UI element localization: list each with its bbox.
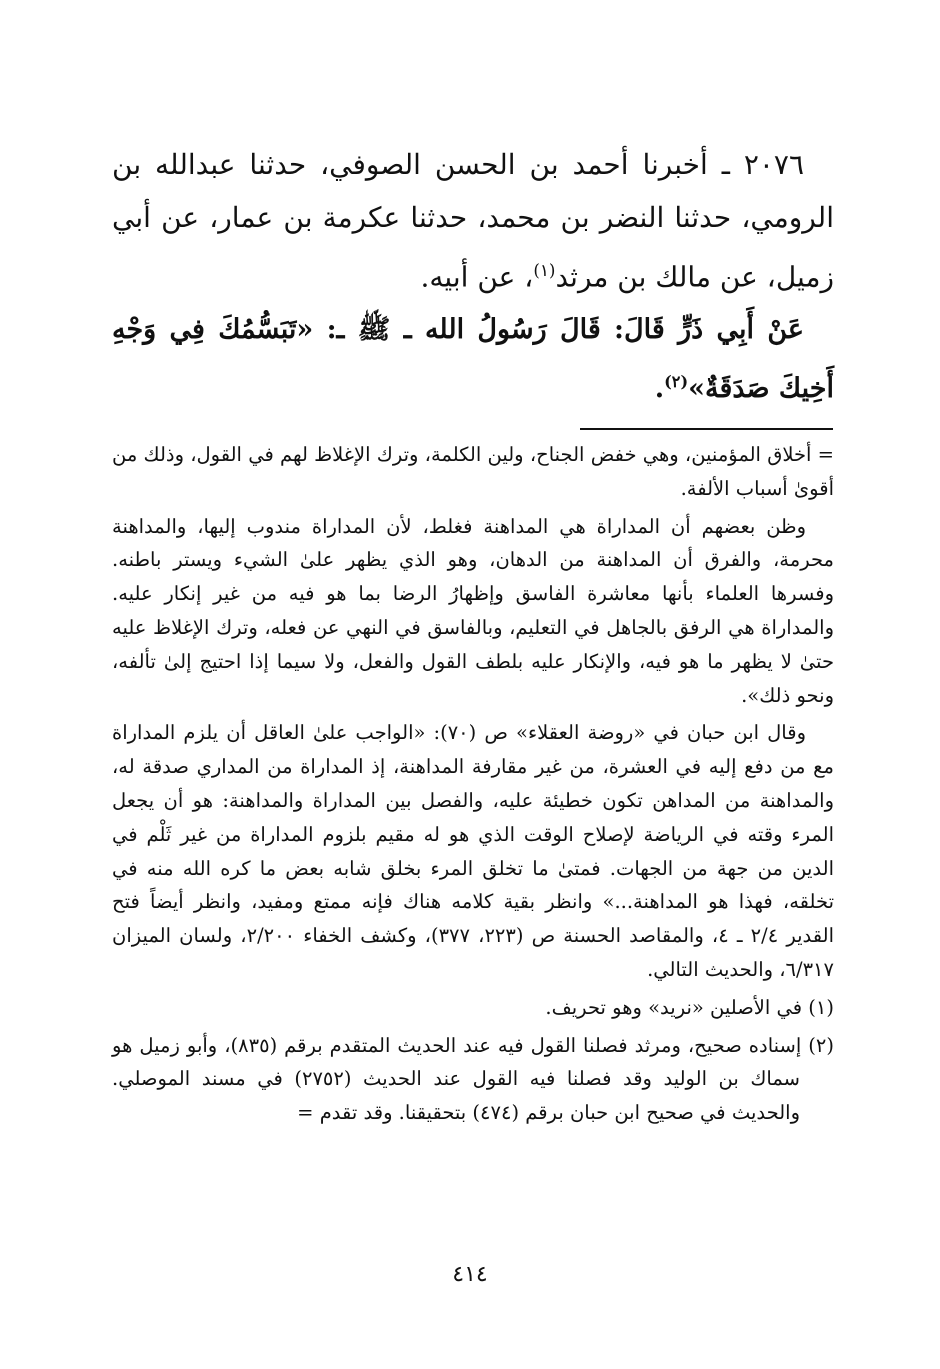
footnote-paragraph-mudarah: وظن بعضهم أن المداراة هي المداهنة فغلط، لأن المداراة مندوب إليها، والمداهنة محرمة، والفرق أن المداهنة من الدهان، وهو الذي يظهر علىٰ الشيء ويستر باطنه. وفسرها العلماء بأنها معاشرة الفاسق وإظهارُ الرضا بما هو فيه من غير إنكار عليه. والمداراة هي الرفق بالجاهل في التعليم، وبالفاسق في النهي عن فعله، وترك الإغلاظ عليه حتىٰ لا يظهر ما هو فيه، والإنكار عليه بلطف القول والفعل، ولا سيما إذا احتيج إلىٰ تألفه، ونحو ذلك». [112,514,834,707]
footnote-ref-2: (٢) [664,372,689,391]
footnotes-block [112,438,834,1134]
hadith-matn: عَنْ أَبِي ذَرٍّ قَالَ: قَالَ رَسُولُ الله ـ ﷺ ـ: «تَبَسُّمُكَ فِي وَجْهِ أَخِيكَ صَدَقَةٌ» [112,314,834,404]
main-text-block [112,138,834,303]
footnote-divider [580,428,833,430]
hadith-matn-paragraph [112,304,834,415]
footnote-ref-1: (١) [533,260,556,280]
footnote-continuation: = أخلاق المؤمنين، وهي خفض الجناح، ولين الكلمة، وترك الإغلاظ لهم في القول، وذلك من أقوىٰ أسباب الألفة. [112,443,834,500]
isnad-text: ٢٠٧٦ ـ أخبرنا أحمد بن الحسن الصوفي، حدثنا عبدالله بن الرومي، حدثنا النضر بن محمد، حدثنا عكرمة بن عمار، عن أبي زميل، عن مالك بن مرثد [112,148,834,294]
footnote-1: (١) في الأصلين «نريد» وهو تحريف. [545,995,834,1019]
hadith-text-block [112,304,834,415]
hadith-chain-paragraph [112,138,834,303]
page-number: ٤١٤ [452,1262,488,1287]
isnad-text-end: ، عن أبيه. [420,260,534,294]
hadith-matn-end: . [654,373,665,404]
footnote-paragraph-ibn-hibban: وقال ابن حبان في «روضة العقلاء» ص (٧٠): «الواجب علىٰ العاقل أن يلزم المداراة مع من دفع إليه في العشرة، من غير مقارفة المداهنة، إذ المداراة من المداري صدقة له، والمداهنة من المداهن تكون خطيئة عليه، والفصل بين المداراة والمداهنة: هو أن يجعل المرء وقته في الرياضة لإصلاح الوقت الذي هو له مقيم بلزوم المداراة من غير ثَلْم في الدين من جهة من الجهات. فمتىٰ ما تخلق المرء بخلق شابه بعض ما كره الله منه في تخلقه، فهذا هو المداهنة...» وانظر بقية كلامه هناك فإنه ممتع ومفيد، وانظر أيضاً فتح القدير ٢/٤ ـ ٤، والمقاصد الحسنة ص (٢٢٣، ٣٧٧)، وكشف الخفاء ٢/٢٠٠، ولسان الميزان ٦/٣١٧، والحديث التالي. [112,721,834,981]
footnote-2: (٢) إسناده صحيح، ومرثد فصلنا القول فيه عند الحديث المتقدم برقم (٨٣٥)، وأبو زميل هو سماك بن الوليد وقد فصلنا فيه القول عند الحديث (٢٧٥٢) في مسند الموصلي. والحديث في صحيح ابن حبان برقم (٤٧٤) بتحقيقنا. وقد تقدم = [112,1033,834,1125]
